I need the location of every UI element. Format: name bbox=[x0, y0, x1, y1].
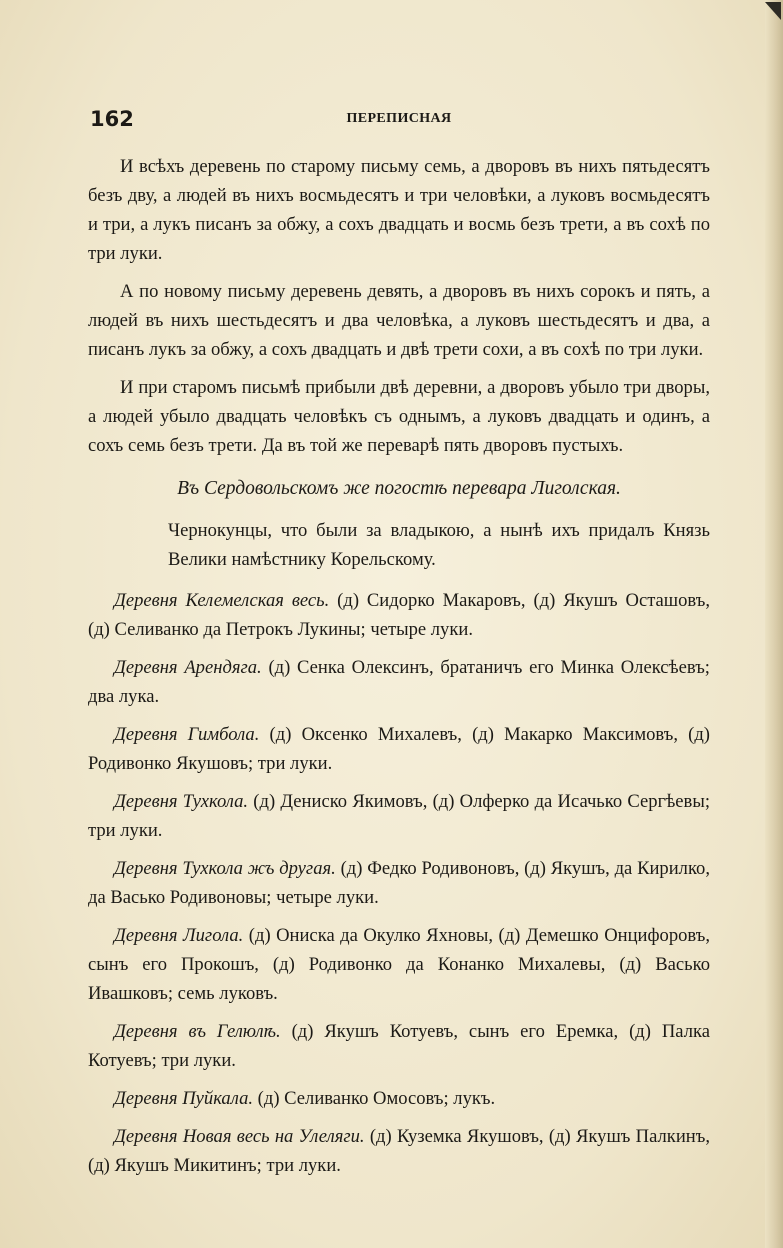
village-entry bbox=[88, 653, 710, 711]
village-residents: (д) Куземка Якушовъ, (д) Якушъ Палкинъ, (д) Якушъ Микитинъ; три луки. bbox=[88, 1126, 711, 1176]
village-name: Деревня Гимбола. bbox=[114, 724, 260, 745]
village-name: Деревня Пуйкала. bbox=[114, 1088, 254, 1109]
village-name: Деревня Новая весь на Улеляги. bbox=[114, 1126, 365, 1147]
running-head: ПЕРЕПИСНАЯ bbox=[346, 111, 452, 126]
village-residents: (д) Сенка Олексинъ, братаничъ его Минка Олексѣевъ; два лука. bbox=[88, 657, 710, 707]
village-residents: (д) Федко Родивоновъ, (д) Якушъ, да Кирилко, да Васько Родивоновы; четыре луки. bbox=[88, 858, 710, 908]
village-name: Деревня Келемелская весь. bbox=[114, 590, 330, 611]
village-name: Деревня Тухкола жъ другая. bbox=[114, 858, 336, 879]
village-name: Деревня Тухкола. bbox=[114, 791, 249, 812]
paragraph-old-census: И всѣхъ деревень по старому письму семь, а дворовъ въ нихъ пятьдесятъ безъ дву, а людей въ нихъ восмьдесятъ и три человѣки, а луковъ восмьдесятъ и три, а лукъ писанъ за обжу, а сохъ двадцать и восмь безъ трети, а въ сохѣ по три луки. bbox=[88, 156, 710, 264]
paragraph-new-census: А по новому письму деревень девять, а дворовъ въ нихъ сорокъ и пять, а людей въ нихъ шестьдесятъ и два человѣка, а луковъ шестьдесятъ и два, а писанъ лукъ за обжу, а сохъ двадцать и двѣ трети сохи, а въ сохѣ по три луки. bbox=[88, 281, 710, 360]
page-header bbox=[90, 107, 708, 133]
village-residents: (д) Дениско Якимовъ, (д) Олферко да Исачько Сергѣевы; три луки. bbox=[88, 791, 710, 841]
village-residents: (д) Якушъ Котуевъ, сынъ его Еремка, (д) Палка Котуевъ; три луки. bbox=[88, 1021, 711, 1071]
village-entry bbox=[88, 1084, 710, 1113]
village-name: Деревня Лигола. bbox=[114, 925, 244, 946]
village-residents: (д) Ониска да Окулко Яхновы, (д) Демешко Онцифоровъ, сынъ его Прокошъ, (д) Родивонко да Конанко Михалевы, (д) Васько Ивашковъ; семь луковъ. bbox=[88, 925, 710, 1004]
village-entry bbox=[88, 720, 710, 778]
village-name: Деревня Арендяга. bbox=[114, 657, 262, 678]
village-entry bbox=[88, 1122, 710, 1180]
village-name: Деревня въ Гелюлѣ. bbox=[114, 1021, 281, 1042]
page-edge bbox=[765, 0, 783, 1248]
village-entry bbox=[88, 586, 710, 644]
page-number: 162 bbox=[90, 107, 134, 131]
village-entry bbox=[88, 921, 710, 1008]
village-residents: (д) Оксенко Михалевъ, (д) Макарко Максимовъ, (д) Родивонко Якушовъ; три луки. bbox=[88, 724, 710, 774]
page-body bbox=[88, 152, 710, 1189]
village-residents: (д) Сидорко Макаровъ, (д) Якушъ Осташовъ, (д) Селиванко да Петрокъ Лукины; четыре луки. bbox=[88, 590, 710, 640]
section-note: Чернокунцы, что были за владыкою, а нынѣ ихъ придалъ Князь Велики намѣстнику Корельскому. bbox=[168, 520, 710, 570]
village-residents: (д) Селиванко Омосовъ; лукъ. bbox=[253, 1088, 496, 1109]
section-title: Въ Сердовольскомъ же погостѣ перевара Лиголская. bbox=[177, 478, 621, 499]
village-entry bbox=[88, 787, 710, 845]
paragraph-comparison: И при старомъ письмѣ прибыли двѣ деревни, а дворовъ убыло три дворы, а людей убыло двадцать человѣкъ съ однымъ, а луковъ двадцать и одинъ, а сохъ семь безъ трети. Да въ той же переварѣ пять дворовъ пустыхъ. bbox=[88, 377, 710, 456]
village-entry bbox=[88, 854, 710, 912]
village-entry bbox=[88, 1017, 710, 1075]
